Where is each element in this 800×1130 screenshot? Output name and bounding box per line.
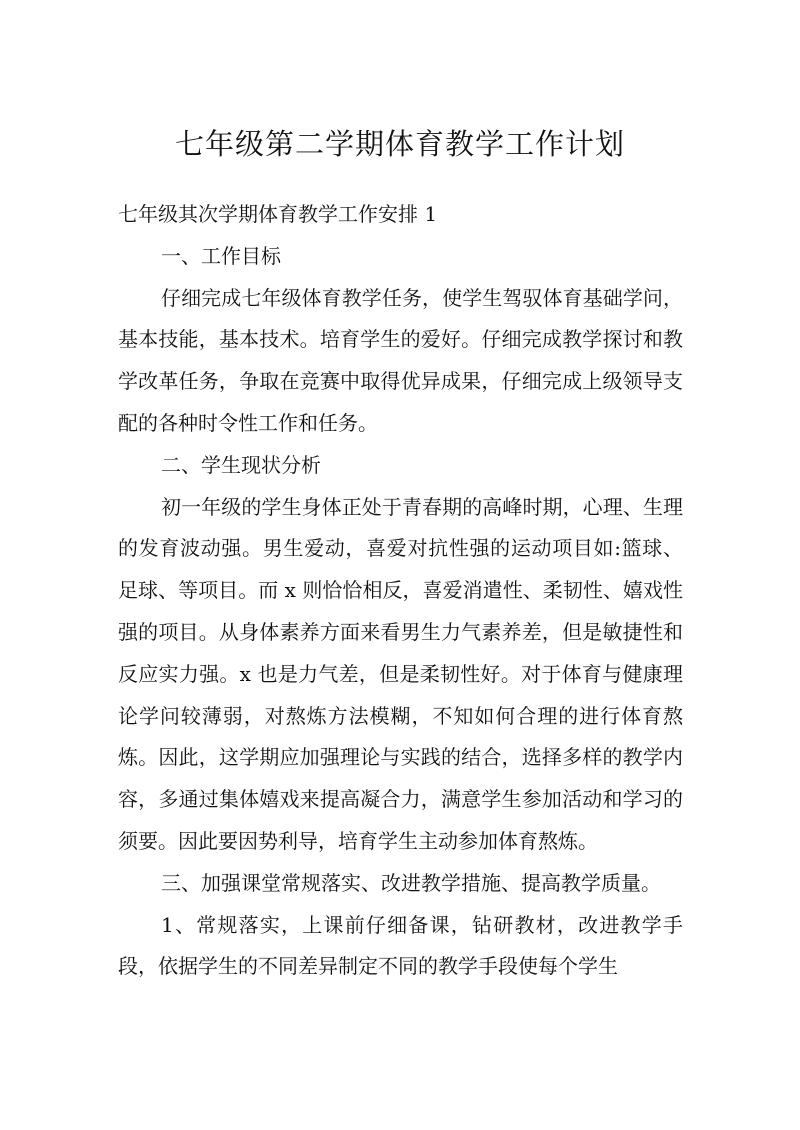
section-heading-classroom: 三、加强课堂常规落实、改进教学措施、提高教学质量。 — [161, 870, 661, 895]
paragraph-goals: 仔细完成七年级体育教学任务，使学生驾驭体育基础学问，基本技能，基本技术。培育学生的爱好。仔细完成教学探讨和教学改革任务，争取在竞赛中取得优异成果，仔细完成上级领导支配的各种时令性工作和任务。 — [118, 285, 683, 435]
paragraph-student-analysis: 初一年级的学生身体正处于青春期的高峰时期，心理、生理的发育波动强。男生爱动，喜爱对抗性强的运动项目如:篮球、足球、等项目。而 x 则恰恰相反，喜爱消遣性、柔韧性、嬉戏性强的项目。从身体素养方面来看男生力气素养差，但是敏捷性和反应实力强。x 也是力气差，但是柔韧性好。对于体育与健康理论学问较薄弱，对熬炼方法模糊，不知如何合理的进行体育熬炼。因此，这学期应加强理论与实践的结合，选择多样的教学内容，多通过集体嬉戏来提高凝合力，满意学生参加活动和学习的须要。因此要因势利导，培育学生主动参加体育熬炼。 — [118, 494, 683, 853]
paragraph-routine: 1、常规落实，上课前仔细备课，钻研教材，改进教学手段，依据学生的不同差异制定不同的教学手段使每个学生 — [118, 912, 683, 979]
subtitle-paragraph: 七年级其次学期体育教学工作安排 1 — [118, 202, 438, 226]
document-body — [118, 194, 683, 988]
document-title: 七年级第二学期体育教学工作计划 — [174, 127, 625, 161]
section-heading-student-analysis: 二、学生现状分析 — [161, 452, 321, 477]
section-heading-goals: 一、工作目标 — [161, 243, 281, 268]
